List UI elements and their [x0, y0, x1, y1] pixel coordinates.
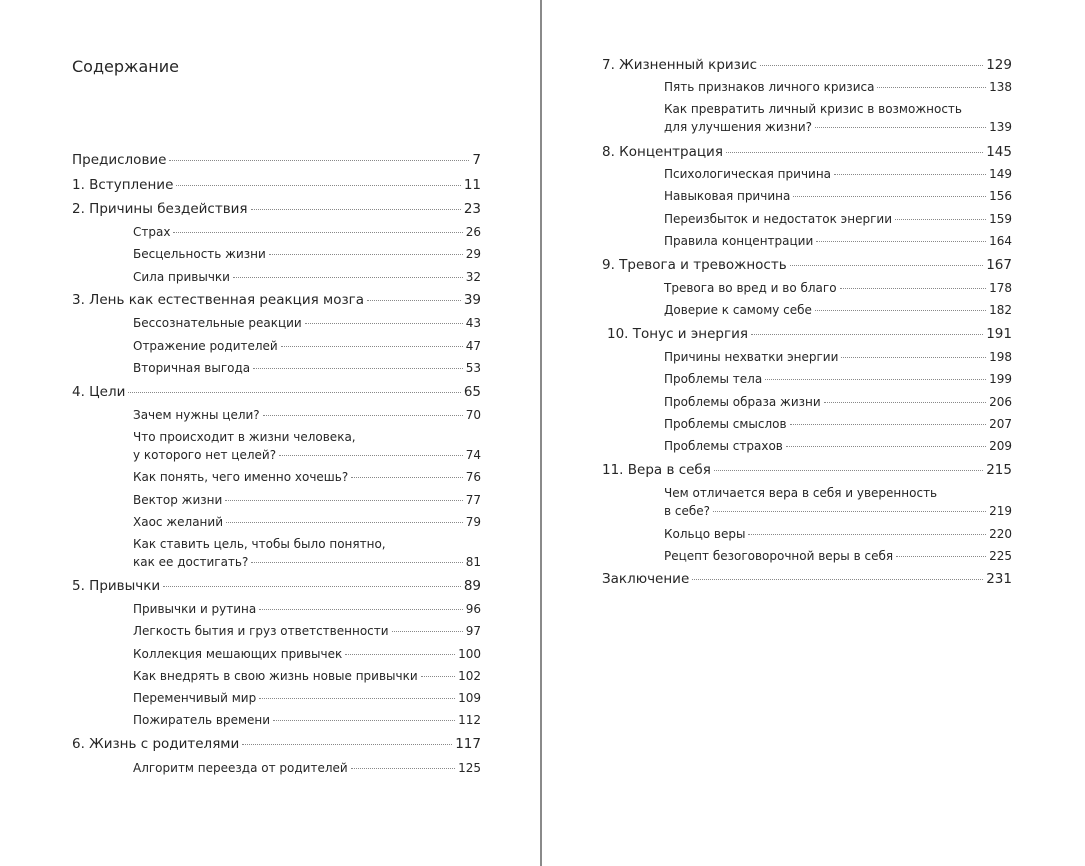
toc-page-number: 70 — [465, 408, 481, 422]
dot-leader — [242, 744, 452, 745]
toc-section-entry[interactable] — [664, 527, 1012, 541]
dot-leader — [392, 631, 463, 632]
toc-section-entry[interactable] — [133, 448, 481, 462]
toc-page-number: 100 — [458, 647, 481, 661]
toc-entry-first-line: Чем отличается вера в себя и уверенность — [664, 486, 938, 500]
dot-leader — [421, 676, 455, 677]
toc-chapter-entry[interactable] — [602, 144, 1012, 160]
toc-section-entry[interactable] — [133, 316, 481, 330]
toc-section-entry[interactable] — [133, 761, 481, 775]
toc-entry-title: у которого нет целей? — [133, 448, 277, 462]
toc-section-entry[interactable] — [664, 167, 1012, 181]
toc-entry-title: Проблемы образа жизни — [664, 395, 821, 409]
toc-section-entry[interactable] — [664, 189, 1012, 203]
toc-section-entry[interactable] — [133, 408, 481, 422]
toc-section-entry[interactable] — [664, 549, 1012, 563]
toc-section-entry[interactable] — [664, 372, 1012, 386]
toc-entry-title: Как внедрять в свою жизнь новые привычки — [133, 669, 418, 683]
dot-leader — [279, 455, 463, 456]
toc-chapter-entry[interactable] — [72, 736, 481, 752]
toc-chapter-entry[interactable] — [607, 326, 1012, 342]
toc-page-number: 145 — [986, 144, 1012, 160]
toc-entry-title: Переизбыток и недостаток энергии — [664, 212, 893, 226]
toc-entry-title: 3. Лень как естественная реакция мозга — [72, 292, 365, 308]
dot-leader — [273, 720, 455, 721]
toc-chapter-entry[interactable] — [72, 177, 481, 193]
toc-page-number: 89 — [463, 578, 481, 594]
toc-section-entry[interactable] — [664, 234, 1012, 248]
dot-leader — [790, 424, 987, 425]
dot-leader — [251, 562, 462, 563]
toc-page-number: 23 — [463, 201, 481, 217]
toc-page-number: 231 — [986, 571, 1012, 587]
toc-page-number: 156 — [989, 189, 1012, 203]
toc-entry-title: для улучшения жизни? — [664, 120, 813, 134]
toc-entry-title: Бесцельность жизни — [133, 247, 266, 261]
toc-entry-title: 5. Привычки — [72, 578, 161, 594]
toc-section-entry[interactable] — [133, 361, 481, 375]
dot-leader — [176, 185, 460, 186]
toc-title: Содержание — [72, 57, 179, 76]
toc-chapter-entry[interactable] — [72, 578, 481, 594]
dot-leader — [259, 698, 455, 699]
toc-entry-title: Коллекция мешающих привычек — [133, 647, 343, 661]
toc-entry-title: Переменчивый мир — [133, 691, 257, 705]
toc-entry-title: Причины нехватки энергии — [664, 350, 839, 364]
dot-leader — [253, 368, 463, 369]
toc-entry-title: 11. Вера в себя — [602, 462, 711, 478]
dot-leader — [269, 254, 463, 255]
toc-entry-title: 8. Концентрация — [602, 144, 723, 160]
toc-section-entry[interactable] — [133, 647, 481, 661]
dot-leader — [816, 241, 986, 242]
dot-leader — [169, 160, 469, 161]
toc-page-number: 112 — [458, 713, 481, 727]
toc-section-entry[interactable] — [133, 247, 481, 261]
toc-entry-title: 6. Жизнь с родителями — [72, 736, 240, 752]
toc-page-number: 219 — [989, 504, 1012, 518]
toc-entry-title: Навыковая причина — [664, 189, 791, 203]
toc-chapter-entry[interactable] — [72, 201, 481, 217]
toc-page-number: 164 — [989, 234, 1012, 248]
toc-entry-title: Вектор жизни — [133, 493, 223, 507]
toc-entry-title: Кольцо веры — [664, 527, 746, 541]
toc-page-number: 97 — [465, 624, 481, 638]
dot-leader — [281, 346, 463, 347]
dot-leader — [367, 300, 461, 301]
toc-entry-title: Доверие к самому себе — [664, 303, 812, 317]
dot-leader — [895, 219, 986, 220]
dot-leader — [840, 288, 987, 289]
toc-page-number: 79 — [465, 515, 481, 529]
toc-page-number: 167 — [986, 257, 1012, 273]
toc-section-entry[interactable] — [664, 212, 1012, 226]
dot-leader — [751, 334, 983, 335]
dot-leader — [263, 415, 463, 416]
toc-chapter-entry[interactable] — [602, 571, 1012, 587]
toc-section-entry[interactable] — [133, 515, 481, 529]
toc-chapter-entry[interactable] — [602, 462, 1012, 478]
toc-entry-title: Заключение — [602, 571, 690, 587]
dot-leader — [786, 446, 986, 447]
toc-entry-title: Отражение родителей — [133, 339, 278, 353]
toc-page-number: 159 — [989, 212, 1012, 226]
toc-section-entry[interactable] — [133, 713, 481, 727]
toc-page-number: 26 — [465, 225, 481, 239]
toc-entry-title: 2. Причины бездействия — [72, 201, 248, 217]
dot-leader — [896, 556, 986, 557]
dot-leader — [259, 609, 462, 610]
toc-page-number: 7 — [472, 152, 481, 168]
toc-section-entry[interactable] — [133, 225, 481, 239]
toc-page-number: 198 — [989, 350, 1012, 364]
toc-section-entry[interactable] — [133, 691, 481, 705]
dot-leader — [824, 402, 986, 403]
toc-section-entry[interactable] — [664, 417, 1012, 431]
toc-section-entry[interactable] — [133, 270, 481, 284]
toc-page-number: 102 — [458, 669, 481, 683]
toc-entry-title: Проблемы тела — [664, 372, 763, 386]
toc-entry-first-line: Что происходит в жизни человека, — [133, 430, 356, 444]
toc-section-entry[interactable] — [664, 439, 1012, 453]
dot-leader — [351, 768, 455, 769]
toc-page-number: 129 — [986, 57, 1012, 73]
toc-entry-title: Страх — [133, 225, 171, 239]
toc-page-number: 65 — [463, 384, 481, 400]
toc-entry-title: Пожиратель времени — [133, 713, 271, 727]
toc-entry-first-line: Как превратить личный кризис в возможность — [664, 102, 962, 116]
toc-entry-title: Легкость бытия и груз ответственности — [133, 624, 389, 638]
dot-leader — [225, 500, 462, 501]
toc-section-entry[interactable] — [664, 120, 1012, 134]
toc-page-number: 81 — [465, 555, 481, 569]
toc-page-number: 139 — [989, 120, 1012, 134]
toc-page-number: 182 — [989, 303, 1012, 317]
toc-entry-title: Проблемы страхов — [664, 439, 783, 453]
toc-page-number: 138 — [989, 80, 1012, 94]
toc-entry-title: Бессознательные реакции — [133, 316, 302, 330]
toc-entry-title: Как понять, чего именно хочешь? — [133, 470, 349, 484]
dot-leader — [345, 654, 455, 655]
toc-page-number: 209 — [989, 439, 1012, 453]
dot-leader — [251, 209, 461, 210]
toc-entry-title: Тревога во вред и во благо — [664, 281, 837, 295]
dot-leader — [748, 534, 986, 535]
toc-chapter-entry[interactable] — [72, 384, 481, 400]
toc-entry-title: Хаос желаний — [133, 515, 223, 529]
toc-entry-title: в себе? — [664, 504, 711, 518]
toc-entry-title: 9. Тревога и тревожность — [602, 257, 787, 273]
toc-section-entry[interactable] — [664, 80, 1012, 94]
toc-chapter-entry[interactable] — [602, 57, 1012, 73]
dot-leader — [233, 277, 463, 278]
toc-page-number: 76 — [465, 470, 481, 484]
toc-page-number: 206 — [989, 395, 1012, 409]
toc-page-number: 178 — [989, 281, 1012, 295]
dot-leader — [351, 477, 462, 478]
toc-page-number: 125 — [458, 761, 481, 775]
page-gutter-divider — [540, 0, 542, 866]
toc-page-number: 53 — [465, 361, 481, 375]
dot-leader — [877, 87, 986, 88]
toc-page-number: 109 — [458, 691, 481, 705]
toc-page-number: 32 — [465, 270, 481, 284]
toc-page-number: 149 — [989, 167, 1012, 181]
dot-leader — [815, 310, 986, 311]
dot-leader — [790, 265, 984, 266]
toc-entry-title: как ее достигать? — [133, 555, 249, 569]
dot-leader — [713, 511, 986, 512]
toc-page-number: 207 — [989, 417, 1012, 431]
toc-page-number: 29 — [465, 247, 481, 261]
toc-entry-title: Алгоритм переезда от родителей — [133, 761, 348, 775]
toc-section-entry[interactable] — [664, 350, 1012, 364]
toc-entry-title: Привычки и рутина — [133, 602, 257, 616]
toc-section-entry[interactable] — [133, 470, 481, 484]
toc-section-entry[interactable] — [133, 602, 481, 616]
dot-leader — [726, 152, 983, 153]
toc-section-entry[interactable] — [664, 281, 1012, 295]
toc-section-entry[interactable] — [133, 555, 481, 569]
dot-leader — [305, 323, 463, 324]
toc-entry-title: 7. Жизненный кризис — [602, 57, 758, 73]
toc-section-entry[interactable] — [664, 395, 1012, 409]
toc-entry-title: 1. Вступление — [72, 177, 174, 193]
dot-leader — [765, 379, 986, 380]
dot-leader — [226, 522, 463, 523]
toc-page-number: 220 — [989, 527, 1012, 541]
toc-page-number: 199 — [989, 372, 1012, 386]
toc-entry-title: Сила привычки — [133, 270, 230, 284]
toc-entry-title: Проблемы смыслов — [664, 417, 787, 431]
toc-section-entry[interactable] — [133, 339, 481, 353]
toc-page-number: 47 — [465, 339, 481, 353]
dot-leader — [128, 392, 460, 393]
toc-chapter-entry[interactable] — [602, 257, 1012, 273]
dot-leader — [163, 586, 461, 587]
dot-leader — [793, 196, 986, 197]
dot-leader — [173, 232, 462, 233]
toc-page-number: 225 — [989, 549, 1012, 563]
dot-leader — [692, 579, 983, 580]
toc-entry-title: Правила концентрации — [664, 234, 814, 248]
toc-entry-title: 4. Цели — [72, 384, 126, 400]
toc-page-number: 77 — [465, 493, 481, 507]
toc-section-entry[interactable] — [664, 303, 1012, 317]
toc-entry-title: Зачем нужны цели? — [133, 408, 260, 422]
dot-leader — [714, 470, 983, 471]
toc-entry-title: 10. Тонус и энергия — [607, 326, 748, 342]
toc-entry-title: Психологическая причина — [664, 167, 832, 181]
toc-chapter-entry[interactable] — [72, 152, 481, 168]
dot-leader — [815, 127, 986, 128]
toc-chapter-entry[interactable] — [72, 292, 481, 308]
toc-entry-title: Вторичная выгода — [133, 361, 251, 375]
toc-page-number: 191 — [986, 326, 1012, 342]
toc-page-number: 39 — [463, 292, 481, 308]
toc-entry-title: Пять признаков личного кризиса — [664, 80, 875, 94]
toc-section-entry[interactable] — [133, 624, 481, 638]
toc-page-number: 43 — [465, 316, 481, 330]
toc-section-entry[interactable] — [133, 669, 481, 683]
toc-page-number: 96 — [465, 602, 481, 616]
dot-leader — [760, 65, 983, 66]
toc-entry-title: Рецепт безоговорочной веры в себя — [664, 549, 894, 563]
toc-page-number: 117 — [455, 736, 481, 752]
toc-section-entry[interactable] — [664, 504, 1012, 518]
toc-page-number: 74 — [465, 448, 481, 462]
toc-entry-first-line: Как ставить цель, чтобы было понятно, — [133, 537, 386, 551]
toc-page-number: 215 — [986, 462, 1012, 478]
toc-page-number: 11 — [463, 177, 481, 193]
toc-section-entry[interactable] — [133, 493, 481, 507]
dot-leader — [841, 357, 986, 358]
dot-leader — [834, 174, 986, 175]
toc-entry-title: Предисловие — [72, 152, 167, 168]
